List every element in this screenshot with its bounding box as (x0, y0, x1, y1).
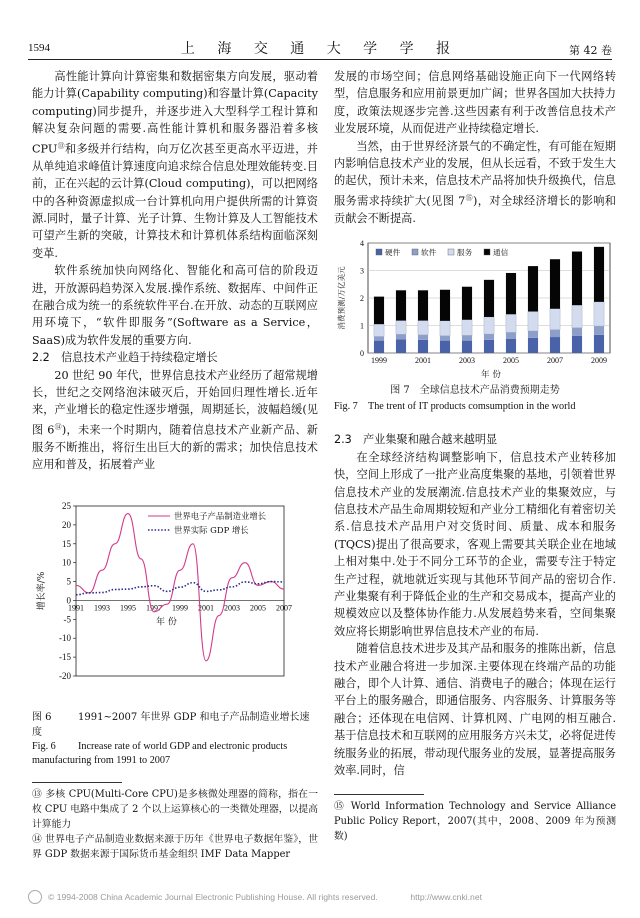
fig7-bar-硬件-2007 (550, 337, 560, 353)
fig6-x-tick-label: 2007 (276, 603, 292, 613)
section-2-3-title: 2.3 产业集聚和融合越来越明显 (334, 433, 498, 447)
fig7-x-tick-label: 1999 (371, 356, 387, 366)
fig7-bar-硬件-2005 (506, 339, 516, 353)
fig7-bar-服务-2000 (396, 321, 406, 335)
footer-url: http://www.cnki.net (410, 892, 482, 902)
fig6-x-tick-label: 1999 (172, 603, 188, 613)
figure-6 (32, 498, 318, 708)
fig7-bar-软件-2000 (396, 335, 406, 340)
fig7-bar-服务-2006 (528, 312, 538, 332)
fig6-caption-en-prefix: Fig. 6 (32, 740, 56, 752)
fig6-x-tick-label: 1993 (94, 603, 110, 613)
fig7-bar-服务-2001 (418, 321, 428, 335)
cnki-logo-icon (28, 890, 42, 904)
fig6-y-tick-label: -20 (59, 670, 71, 681)
fig7-bar-服务-2004 (484, 317, 494, 334)
fig7-bar-通信-2004 (484, 280, 494, 317)
left-column (32, 68, 318, 862)
fig7-y-tick-label: 2 (360, 294, 364, 304)
fig6-legend-label: 世界电子产品制造业增长 (174, 510, 267, 521)
fig7-bar-硬件-2009 (594, 335, 604, 353)
fig6-y-tick-label: -5 (63, 614, 71, 625)
fig7-bar-服务-2002 (440, 321, 450, 336)
left-paragraph-2: 软件系统加快向网络化、智能化和高可信的阶段迈进，开放源码趋势深入发展.操作系统、数据库、中间件正在融合成为统一的系统软件平台.在开放、动态的互联网应用环境下，“软件即服务”(Software as a Service，SaaS)成为软件发展的重要方向. (32, 264, 318, 347)
fig7-bar-服务-2003 (462, 320, 472, 336)
fig7-bar-通信-2007 (550, 260, 560, 310)
fig7-bar-通信-2001 (418, 291, 428, 321)
fig7-x-tick-label: 2007 (547, 356, 563, 366)
right-column (334, 68, 616, 844)
fig6-series-line-0 (76, 510, 284, 660)
footnote-15: ⑮ World Information Technology and Service Alliance Public Policy Report，2007(其中，2008、2009 年为预测数) (334, 800, 616, 842)
fig7-x-axis-label: 年 份 (481, 370, 501, 381)
fig7-caption-cn: 图 7 全球信息技术产品消费预期走势 (390, 385, 560, 397)
left-paragraph-1: 高性能计算向计算密集和数据密集方向发展，驱动着能力计算(Capability computing)和容量计算(Capacity computing)同步提升，并逐步进入大型科学工程计算和解决复杂问题的需要.高性能计算机和服务器沿着多核 CPU⑬和多级并行结构，向万亿次甚至更高水平迈进，并从单纯追求峰值计算速度向追求综合信息处理效能转变.目前，正在兴起的云计算(Cloud computing)，可以把网络中的各种资源虚拟成一台计算机向用户提供所需的计算资源.同时，量子计算、光子计算、生物计算及人工智能技术可望产生新的突破，计算技术和计算机体系结构面临深刻变革. (32, 70, 318, 260)
footnote-14: ⑭ 世界电子产品制造业数据来源于历年《世界电子数据年鉴》，世界 GDP 数据来源于国际货币基金组织 IMF Data Mapper (32, 833, 318, 860)
fig6-x-tick-label: 1991 (68, 603, 84, 613)
fig7-legend-swatch (484, 249, 490, 255)
fig7-bar-通信-2006 (528, 266, 538, 311)
fig7-y-tick-label: 0 (360, 349, 364, 359)
fig7-legend-label: 通信 (493, 248, 509, 258)
fig7-bar-软件-2005 (506, 333, 516, 339)
fig7-x-tick-label: 2003 (459, 356, 475, 366)
fig6-y-tick-label: 0 (66, 595, 71, 606)
fig7-bar-通信-2009 (594, 247, 604, 302)
fig6-y-tick-label: 20 (62, 519, 71, 530)
fig6-series-line-1 (76, 581, 284, 594)
figure-7 (334, 237, 616, 383)
fig7-y-axis-label: 消费预测/万亿美元 (337, 266, 346, 331)
fig7-bar-硬件-1999 (374, 341, 384, 353)
volume-label: 第 42 卷 (569, 44, 612, 57)
page-number: 1594 (28, 42, 50, 54)
right-paragraph-4: 随着信息技术进步及其产品和服务的推陈出新，信息技术产业融合将进一步加深.主要体现在终端产品的功能融合，即个人计算、通信、消费电子的融合；体现在运行平台上的服务融合，即通信服务、内容服务、计算服务等融合；还体现在电信网、计算机网、广电网的相互融合.基于信息技术和互联网的应用服务方兴未艾，必将促进传统服务业的拓展，带动现代服务业的发展，显著提高服务效率.同时，信 (334, 642, 616, 778)
fig7-bar-通信-1999 (374, 297, 384, 325)
fig6-y-tick-label: 10 (62, 557, 71, 568)
fig7-legend-label: 服务 (457, 248, 473, 258)
fig6-y-tick-label: 25 (62, 500, 71, 511)
fig6-x-tick-label: 2001 (198, 603, 214, 613)
fig7-bar-软件-2006 (528, 331, 538, 338)
fig7-bar-硬件-2008 (572, 336, 582, 353)
fig6-caption-en: Increase rate of world GDP and electronic products manufacturing from 1991 to 2007 (32, 740, 288, 766)
fig6-y-tick-label: -15 (59, 651, 71, 662)
fig7-bar-硬件-2003 (462, 341, 472, 353)
figure-7-caption (334, 383, 616, 415)
fig7-legend-label: 软件 (421, 248, 437, 258)
fig7-bar-软件-2004 (484, 334, 494, 340)
fig7-legend-swatch (376, 249, 382, 255)
fig7-y-tick-label: 3 (360, 266, 364, 276)
journal-title: 上 海 交 通 大 学 学 报 (180, 41, 460, 57)
fig6-x-tick-label: 1995 (120, 603, 136, 613)
fig7-legend-label: 硬件 (385, 248, 401, 258)
fig7-bar-软件-2007 (550, 330, 560, 337)
fig7-bar-通信-2000 (396, 291, 406, 321)
fig7-bar-硬件-2006 (528, 338, 538, 353)
fig7-bar-硬件-2001 (418, 340, 428, 353)
fig7-x-tick-label: 2009 (591, 356, 607, 366)
figure-7-bar-chart (334, 237, 616, 383)
footnote-rule (32, 782, 122, 783)
figure-6-caption (32, 710, 318, 768)
fig6-caption-cn: 1991~2007 年世界 GDP 和电子产品制造业增长速度 (32, 711, 310, 738)
running-header (28, 38, 612, 60)
fig6-caption-num: 图 6 (32, 711, 52, 723)
fig7-x-tick-label: 2001 (415, 356, 431, 366)
footnote-13: ⑬ 多核 CPU(Multi-Core CPU)是多核微处理器的简称，指在一枚 CPU 电路中集成了 2 个以上运算核心的一类微处理器，以提高计算能力 (32, 788, 318, 830)
fig7-bar-服务-2009 (594, 302, 604, 326)
fig7-bar-服务-2008 (572, 306, 582, 329)
fig7-bar-软件-2008 (572, 328, 582, 336)
fig7-x-tick-label: 2005 (503, 356, 519, 366)
left-paragraph-3: 20 世纪 90 年代，世界信息技术产业经历了超常规增长，世纪之交网络泡沫破灭后，开始回归理性增长.近年来，产业增长的稳定性逐步增强，周期延长，波幅趋缓(见图 6⑭)，未来一个时期内，随着信息技术产业新产品、新服务不断推出，将衍生出巨大的新的需求；加快信息技术应用和普及，拓展着产业 (32, 368, 318, 472)
fig7-bar-通信-2005 (506, 273, 516, 314)
fig6-x-axis-label: 年 份 (156, 617, 177, 628)
fig7-legend-swatch (412, 249, 418, 255)
fig7-bar-软件-2009 (594, 326, 604, 335)
footnote-rule-right (334, 794, 424, 795)
fig7-y-tick-label: 4 (360, 239, 364, 249)
right-paragraph-3: 在全球经济结构调整影响下，信息技术产业转移加快，空间上形成了一批产业高度集聚的基地，引领着世界信息技术产业的发展潮流.信息技术产业的集聚效应，与信息技术产品生命周期较短和产业分工精细化有着密切关系.信息技术产品用户对交货时间、质量、成本和服务(TQCS)提出了很高要求，客观上需要其关联企业在地域上相对集中.处于不同分工环节的企业，需要专注于特定生产过程，就地就近实现与其他环节间产品的密切合作.产业集聚有利于降低企业的生产和交易成本，提高产业的规模效应以及整体协作能力.从发展趋势来看，空间集聚效应将长期影响世界信息技术产业的布局. (334, 450, 616, 638)
page-footer (28, 890, 612, 906)
fig7-bar-软件-2002 (440, 336, 450, 341)
right-paragraph-1: 发展的市场空间；信息网络基础设施正向下一代网络转型，信息服务和应用前景更加广阔；世界各国加大扶持力度，政策法规逐步完善.这些因素有利于改善信息技术产业发展环境，从而促进产业持续稳定增长. (334, 70, 616, 136)
fig7-bar-通信-2003 (462, 287, 472, 320)
fig6-x-tick-label: 1997 (146, 603, 162, 613)
fig7-bar-软件-2003 (462, 336, 472, 341)
fig7-bar-软件-1999 (374, 337, 384, 341)
fig6-y-tick-label: 15 (62, 538, 71, 549)
fig6-y-axis-label: 增长率/% (37, 571, 47, 611)
fig6-x-tick-label: 2005 (250, 603, 266, 613)
figure-6-line-chart (32, 498, 318, 708)
fig6-y-tick-label: -10 (59, 633, 71, 644)
section-2-2-title: 2.2 信息技术产业趋于持续稳定增长 (32, 351, 218, 365)
fig7-bar-硬件-2000 (396, 340, 406, 354)
fig7-bar-软件-2001 (418, 335, 428, 340)
right-paragraph-2: 当然，由于世界经济景气的不确定性，有可能在短期内影响信息技术产业的发展，但从长远看，不致于发生大的起伏，预计未来，信息技术产品将加快升级换代，信息服务需求持续扩大(见图 7⑮)，对全球经济增长的影响和贡献会不断提高. (334, 139, 616, 225)
fig7-bar-硬件-2002 (440, 341, 450, 353)
fig6-legend-label: 世界实际 GDP 增长 (174, 524, 249, 535)
fig6-x-tick-label: 2003 (224, 603, 240, 613)
fig7-legend-swatch (448, 249, 454, 255)
fig7-bar-硬件-2004 (484, 340, 494, 353)
fig7-bar-服务-1999 (374, 325, 384, 337)
fig7-bar-服务-2007 (550, 309, 560, 330)
copyright-text: © 1994-2008 China Academic Journal Electronic Publishing House. All rights reserved. (48, 892, 378, 902)
fig7-bar-通信-2002 (440, 290, 450, 321)
fig7-bar-服务-2005 (506, 315, 516, 333)
fig7-caption-en: Fig. 7 The trent of IT products comsumption in the world (334, 401, 576, 413)
fig7-bar-通信-2008 (572, 252, 582, 306)
fig6-y-tick-label: 5 (66, 576, 71, 587)
fig7-y-tick-label: 1 (360, 321, 364, 331)
